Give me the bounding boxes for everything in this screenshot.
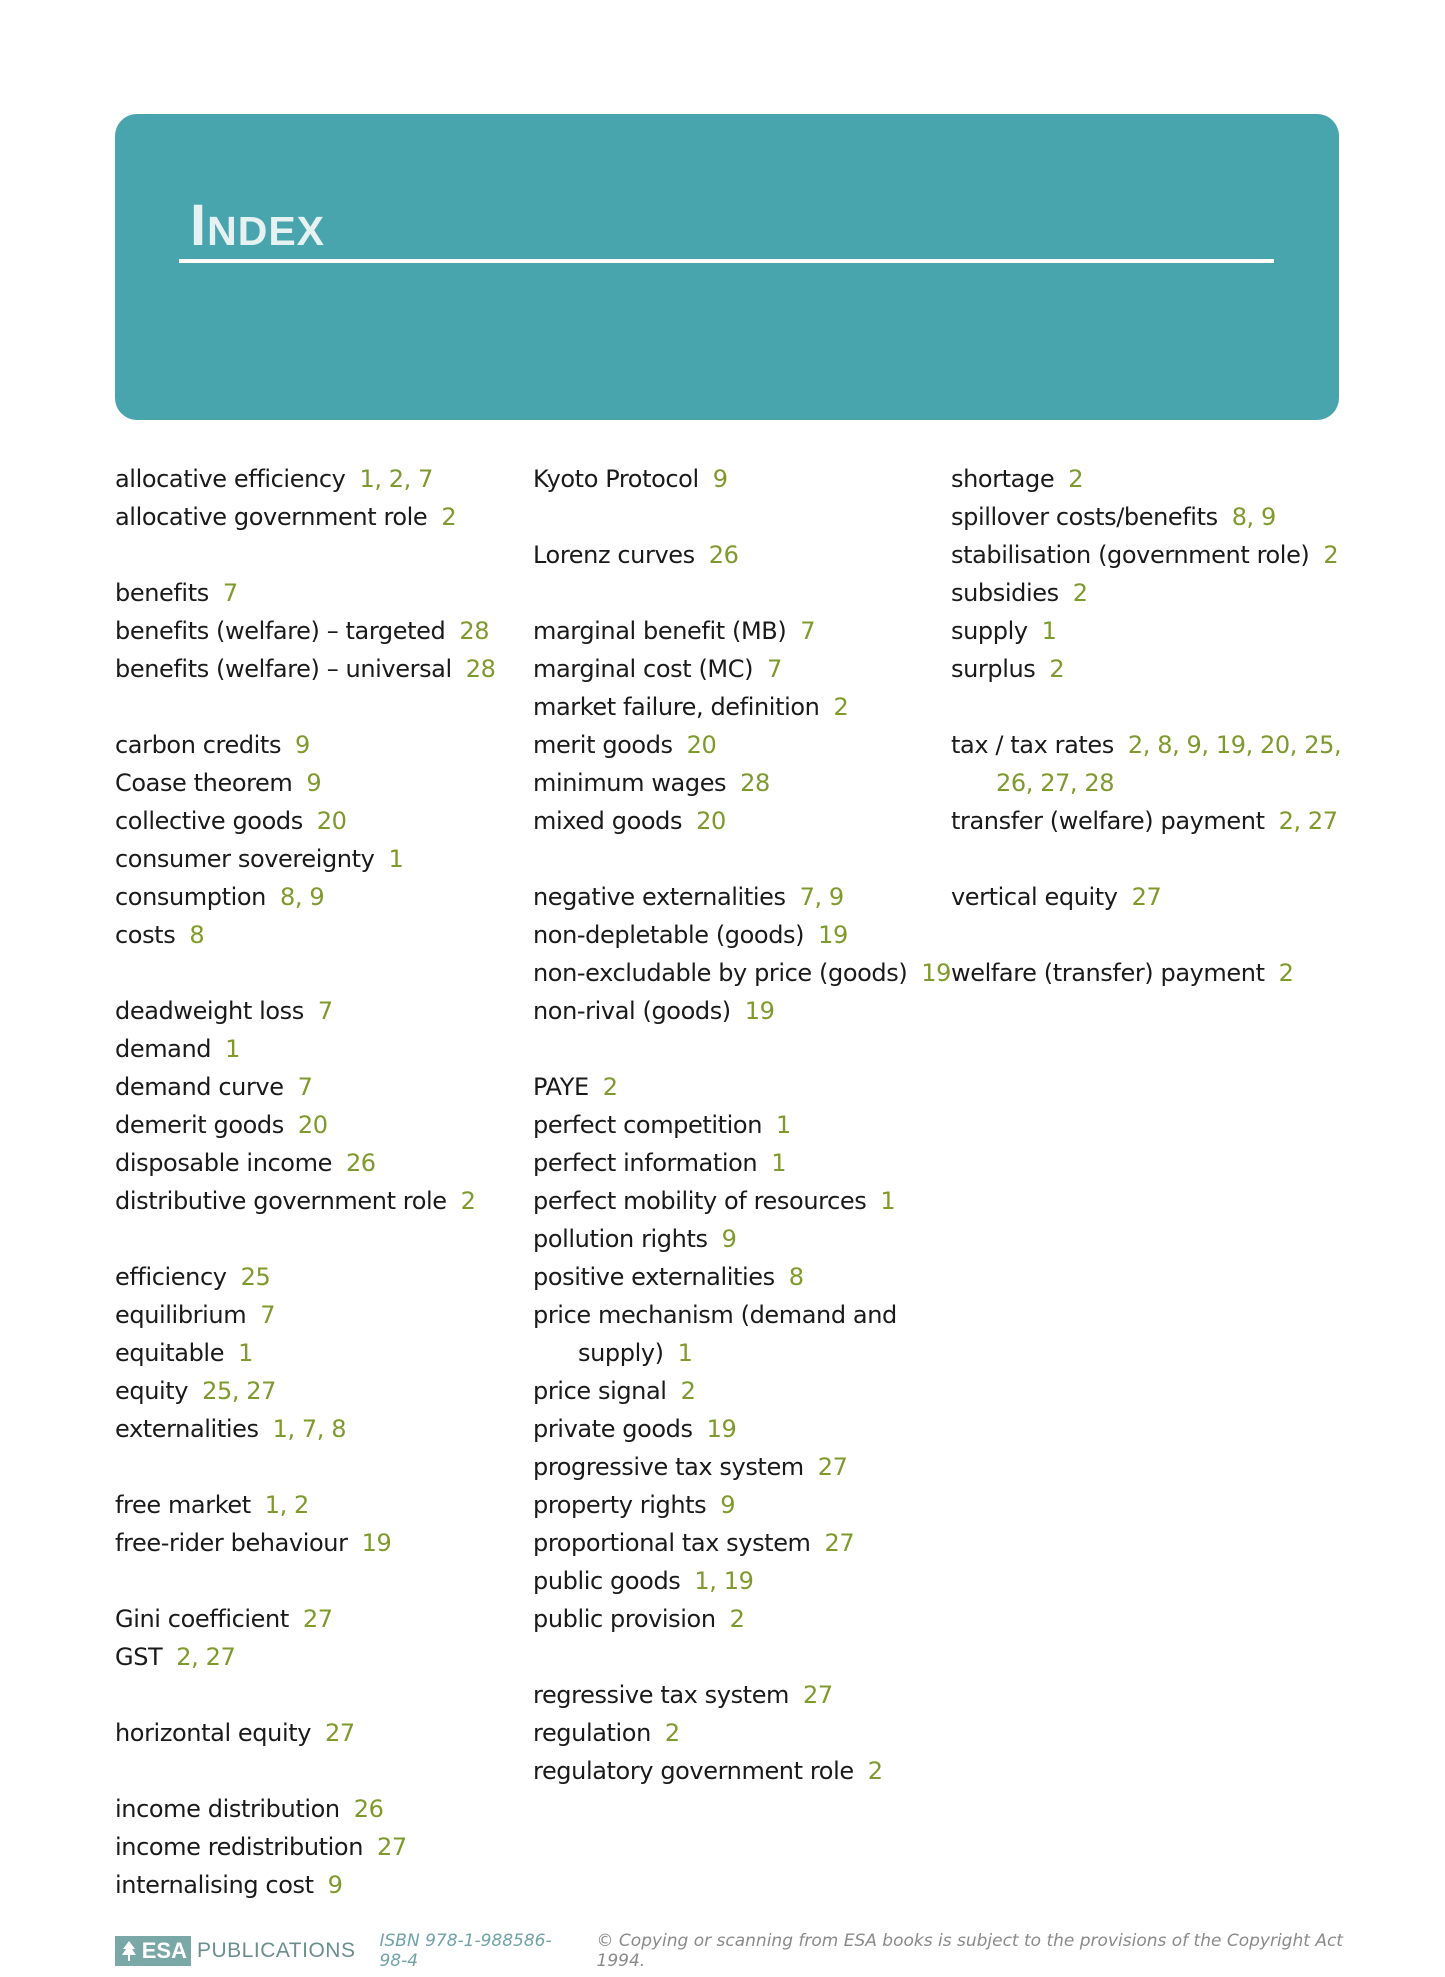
index-entry [533, 612, 943, 650]
page-references: 2 [1323, 541, 1339, 569]
index-entry [533, 802, 943, 840]
index-term: benefits [115, 579, 209, 607]
index-term: Lorenz curves [533, 541, 695, 569]
page-references: 2, 27 [176, 1643, 236, 1671]
index-entry [115, 1866, 515, 1904]
index-term: demand [115, 1035, 212, 1063]
index-entry [115, 574, 515, 612]
page-references: 1 [677, 1339, 693, 1367]
page-references: 26 [353, 1795, 384, 1823]
footer [115, 1931, 1345, 1971]
index-term: free market [115, 1491, 251, 1519]
index-term: merit goods [533, 731, 673, 759]
page-references: 28 [459, 617, 490, 645]
index-entry [533, 1144, 943, 1182]
page-references: 20 [297, 1111, 328, 1139]
index-entry [115, 460, 515, 498]
index-term: Gini coefficient [115, 1605, 289, 1633]
page-references: 19 [921, 959, 952, 987]
page-references: 20 [686, 731, 717, 759]
index-entry [533, 1600, 943, 1638]
index-term: marginal cost (MC) [533, 655, 754, 683]
index-entry [533, 1752, 943, 1790]
index-entry [951, 536, 1351, 574]
page-references: 8 [189, 921, 205, 949]
esa-logo-mark [115, 1936, 191, 1966]
index-entry [115, 1372, 515, 1410]
page-references: 25 [240, 1263, 271, 1291]
page-references: 1, 2, 7 [359, 465, 434, 493]
index-entry [951, 726, 1351, 764]
page-references: 2, 8, 9, 19, 20, 25, [1127, 731, 1342, 759]
index-entry [115, 992, 515, 1030]
index-entry [533, 916, 943, 954]
copyright-notice: © Copying or scanning from ESA books is subject to the provisions of the Copyright Act 1994. [596, 1931, 1343, 1971]
index-term: welfare (transfer) payment [951, 959, 1265, 987]
index-entry [115, 1638, 515, 1676]
page-references: 8, 9 [1231, 503, 1276, 531]
index-term: consumption [115, 883, 266, 911]
index-term: internalising cost [115, 1871, 314, 1899]
index-term: deadweight loss [115, 997, 304, 1025]
page-references: 9 [712, 465, 728, 493]
index-term: income distribution [115, 1795, 340, 1823]
page-references: 26 [345, 1149, 376, 1177]
page-references: 28 [465, 655, 496, 683]
index-term: equitable [115, 1339, 225, 1367]
index-term: pollution rights [533, 1225, 708, 1253]
index-term: vertical equity [951, 883, 1118, 911]
page-references: 26 [708, 541, 739, 569]
index-term: non-rival (goods) [533, 997, 731, 1025]
header-banner [115, 114, 1339, 420]
index-term: public provision [533, 1605, 716, 1633]
index-entry [115, 916, 515, 954]
index-term: horizontal equity [115, 1719, 312, 1747]
page-references: 19 [706, 1415, 737, 1443]
page-references: 9 [721, 1225, 737, 1253]
index-term: private goods [533, 1415, 693, 1443]
page-references: 27 [325, 1719, 355, 1747]
group-spacer [533, 498, 943, 536]
index-term: supply) [578, 1339, 664, 1367]
index-term: demerit goods [115, 1111, 284, 1139]
index-entry [533, 1182, 943, 1220]
index-entry [533, 1372, 943, 1410]
index-entry-continuation [533, 1334, 943, 1372]
index-entry [115, 1068, 515, 1106]
index-entry [533, 878, 943, 916]
index-entry [115, 1486, 515, 1524]
page-references: 9 [720, 1491, 736, 1519]
index-term: perfect competition [533, 1111, 763, 1139]
group-spacer [115, 536, 515, 574]
index-column-2 [533, 460, 952, 1790]
logo-text: PUBLICATIONS [197, 1939, 356, 1962]
page-references: 9 [327, 1871, 343, 1899]
index-term: regulatory government role [533, 1757, 854, 1785]
page-references: 9 [306, 769, 322, 797]
group-spacer [115, 954, 515, 992]
group-spacer [951, 840, 1351, 878]
index-term: surplus [951, 655, 1036, 683]
page-references: 19 [744, 997, 775, 1025]
page-references: 7, 9 [799, 883, 844, 911]
index-entry [951, 650, 1351, 688]
index-term: carbon credits [115, 731, 282, 759]
page-references: 2 [460, 1187, 476, 1215]
group-spacer [115, 1752, 515, 1790]
index-term: income redistribution [115, 1833, 364, 1861]
index-term: demand curve [115, 1073, 284, 1101]
page-references: 1 [388, 845, 404, 873]
index-term: disposable income [115, 1149, 332, 1177]
index-entry [533, 992, 943, 1030]
index-entry [533, 1676, 943, 1714]
index-term: supply [951, 617, 1028, 645]
page-references: 19 [361, 1529, 392, 1557]
page-references: 2 [602, 1073, 618, 1101]
index-term: distributive government role [115, 1187, 447, 1215]
index-entry [115, 840, 515, 878]
page-references: 20 [696, 807, 726, 835]
page-references: 1, 7, 8 [272, 1415, 347, 1443]
page-references: 2 [1072, 579, 1088, 607]
page-references: 7 [260, 1301, 276, 1329]
index-term: subsidies [951, 579, 1059, 607]
index-entry [951, 498, 1351, 536]
tree-icon [119, 1939, 139, 1963]
page-references: 1, 2 [264, 1491, 309, 1519]
index-term: minimum wages [533, 769, 727, 797]
page-references: 2 [441, 503, 457, 531]
index-entry [115, 1714, 515, 1752]
index-term: spillover costs/benefits [951, 503, 1218, 531]
index-entry [115, 1600, 515, 1638]
index-entry [115, 650, 515, 688]
index-entry [115, 1258, 515, 1296]
index-entry [533, 1448, 943, 1486]
page-references: 8 [788, 1263, 804, 1291]
page-references: 7 [317, 997, 333, 1025]
index-entry [533, 1562, 943, 1600]
group-spacer [951, 916, 1351, 954]
group-spacer [115, 1448, 515, 1486]
index-entry [115, 1106, 515, 1144]
page-references: 2 [1068, 465, 1084, 493]
index-entry [533, 650, 943, 688]
index-term: positive externalities [533, 1263, 775, 1291]
page-references: 2 [833, 693, 849, 721]
index-term: regulation [533, 1719, 651, 1747]
index-entry [533, 1068, 943, 1106]
index-entry [115, 1410, 515, 1448]
index-entry [951, 802, 1351, 840]
page-references: 27 [824, 1529, 855, 1557]
index-term: negative externalities [533, 883, 786, 911]
index-term: equity [115, 1377, 189, 1405]
index-term: stabilisation (government role) [951, 541, 1310, 569]
index-term: marginal benefit (MB) [533, 617, 787, 645]
group-spacer [115, 1562, 515, 1600]
page-references: 2 [867, 1757, 883, 1785]
group-spacer [115, 1676, 515, 1714]
index-term: PAYE [533, 1073, 589, 1101]
index-term: price signal [533, 1377, 667, 1405]
page-references: 28 [740, 769, 770, 797]
index-entry [951, 460, 1351, 498]
group-spacer [115, 1220, 515, 1258]
index-entry [115, 1296, 515, 1334]
index-entry [533, 1296, 943, 1334]
index-term: non-excludable by price (goods) [533, 959, 908, 987]
index-entry [115, 498, 515, 536]
index-entry [533, 764, 943, 802]
page-references: 1 [771, 1149, 787, 1177]
page-title: Index [190, 193, 326, 258]
isbn: ISBN 978-1-988586-98-4 [379, 1931, 552, 1971]
index-entry [533, 688, 943, 726]
page-references: 27 [377, 1833, 407, 1861]
index-term: progressive tax system [533, 1453, 804, 1481]
index-term: shortage [951, 465, 1055, 493]
group-spacer [533, 574, 943, 612]
index-term: regressive tax system [533, 1681, 790, 1709]
publisher-logo [115, 1936, 355, 1966]
page-references: 1 [776, 1111, 791, 1139]
page-references: 2 [664, 1719, 680, 1747]
page-references: 2, 27 [1278, 807, 1338, 835]
page-references: 25, 27 [202, 1377, 277, 1405]
index-term: efficiency [115, 1263, 227, 1291]
page-references: 7 [767, 655, 782, 683]
page-references: 26, 27, 28 [996, 769, 1115, 797]
page-references: 27 [1131, 883, 1162, 911]
index-entry [533, 954, 952, 992]
index-term: proportional tax system [533, 1529, 811, 1557]
index-entry [951, 954, 1351, 992]
page-references: 1 [225, 1035, 241, 1063]
index-entry [533, 1714, 943, 1752]
index-entry [115, 1030, 515, 1068]
page-references: 9 [295, 731, 310, 759]
index-entry [115, 802, 515, 840]
page-references: 1 [1041, 617, 1057, 645]
page-references: 7 [800, 617, 816, 645]
index-entry [533, 536, 943, 574]
page-references: 19 [818, 921, 848, 949]
index-entry [533, 726, 943, 764]
index-term: perfect mobility of resources [533, 1187, 867, 1215]
logo-mark-text: ESA [141, 1938, 187, 1963]
group-spacer [533, 840, 943, 878]
index-term: perfect information [533, 1149, 758, 1177]
index-entry-continuation [951, 764, 1351, 802]
index-term: Coase theorem [115, 769, 293, 797]
page-references: 7 [297, 1073, 313, 1101]
index-entry [533, 1220, 943, 1258]
group-spacer [533, 1030, 943, 1068]
index-term: benefits (welfare) – universal [115, 655, 452, 683]
index-entry [115, 612, 515, 650]
page-references: 7 [222, 579, 238, 607]
index-term: costs [115, 921, 176, 949]
index-term: mixed goods [533, 807, 683, 835]
index-term: allocative efficiency [115, 465, 346, 493]
index-entry [115, 878, 515, 916]
index-entry [533, 1258, 943, 1296]
page-references: 2 [680, 1377, 696, 1405]
index-entry [115, 1524, 515, 1562]
index-entry [533, 1106, 943, 1144]
page-references: 1 [880, 1187, 896, 1215]
index-term: GST [115, 1643, 163, 1671]
group-spacer [533, 1638, 943, 1676]
index-entry [533, 460, 943, 498]
index-term: market failure, definition [533, 693, 820, 721]
index-entry [115, 1790, 515, 1828]
index-term: externalities [115, 1415, 259, 1443]
index-term: price mechanism (demand and [533, 1301, 897, 1329]
page-references: 2 [1049, 655, 1065, 683]
index-entry [115, 1828, 515, 1866]
index-term: collective goods [115, 807, 303, 835]
index-term: equilibrium [115, 1301, 247, 1329]
index-entry [115, 726, 515, 764]
page-references: 27 [817, 1453, 848, 1481]
index-column-1 [115, 460, 515, 1904]
page-references: 8, 9 [280, 883, 325, 911]
index-term: free-rider behaviour [115, 1529, 348, 1557]
index-term: allocative government role [115, 503, 428, 531]
page-references: 27 [803, 1681, 833, 1709]
index-term: transfer (welfare) payment [951, 807, 1265, 835]
page-references: 2 [1278, 959, 1294, 987]
page-references: 1, 19 [694, 1567, 754, 1595]
index-term: consumer sovereignty [115, 845, 375, 873]
index-entry [533, 1410, 943, 1448]
index-entry [115, 1144, 515, 1182]
page-references: 2 [729, 1605, 745, 1633]
index-term: non-depletable (goods) [533, 921, 805, 949]
index-entry [115, 1182, 515, 1220]
page-references: 27 [302, 1605, 333, 1633]
index-entry [115, 1334, 515, 1372]
index-term: benefits (welfare) – targeted [115, 617, 446, 645]
index-term: public goods [533, 1567, 681, 1595]
index-column-3 [951, 460, 1351, 992]
index-entry [533, 1486, 943, 1524]
title-underline [179, 259, 1274, 263]
index-entry [951, 612, 1351, 650]
index-term: tax / tax rates [951, 731, 1114, 759]
index-term: property rights [533, 1491, 707, 1519]
index-entry [951, 878, 1351, 916]
index-entry [115, 764, 515, 802]
index-term: Kyoto Protocol [533, 465, 699, 493]
index-entry [533, 1524, 943, 1562]
group-spacer [951, 688, 1351, 726]
page-references: 1 [238, 1339, 253, 1367]
index-entry [951, 574, 1351, 612]
page-references: 20 [316, 807, 347, 835]
group-spacer [115, 688, 515, 726]
